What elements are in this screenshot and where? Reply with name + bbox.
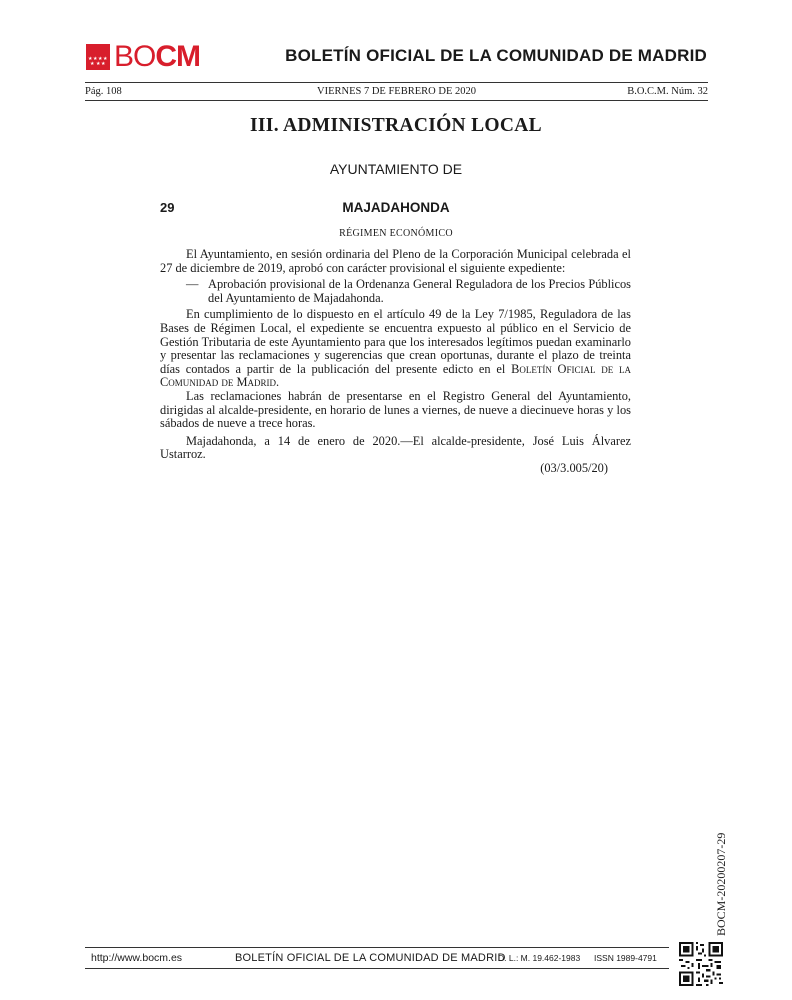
- qr-code-icon: [679, 942, 723, 986]
- paragraph-intro: El Ayuntamiento, en sesión ordinaria del Pleno de la Corporación Municipal celebrada el 27 de diciembre de 2019, aprobó con carácter provisional el siguiente expediente:: [160, 247, 631, 275]
- paragraph-claims: Las reclamaciones habrán de presentarse en el Registro General del Ayuntamiento, dirigidas al alcalde-presidente, en horario de lunes a viernes, de nueve a diecinueve horas y los sábados de nueve a trece horas.: [160, 388, 631, 431]
- signature-line: Majadahonda, a 14 de enero de 2020.—El alcalde-presidente, José Luis Álvarez Ustarroz.: [160, 433, 631, 462]
- logo-suffix: CM: [155, 40, 201, 73]
- side-code: BOCM-20200207-29: [714, 832, 728, 936]
- bocm-logo: [86, 42, 200, 72]
- page-number: Pág. 108: [85, 86, 122, 97]
- logo-wordmark: [114, 42, 200, 72]
- subheading: RÉGIMEN ECONÓMICO: [339, 228, 453, 239]
- journal-title: BOLETÍN OFICIAL DE LA COMUNIDAD DE MADRID: [285, 46, 707, 65]
- madrid-flag-icon: ★ ★ ★ ★ ★ ★ ★: [86, 44, 110, 70]
- issn: ISSN 1989-4791: [594, 953, 657, 963]
- ayuntamiento-heading: AYUNTAMIENTO DE: [329, 161, 463, 177]
- municipality-name: MAJADAHONDA: [342, 200, 450, 215]
- issue-date: VIERNES 7 DE FEBRERO DE 2020: [317, 86, 476, 97]
- header-rule: [85, 82, 708, 83]
- list-item: [160, 278, 631, 305]
- footer-title: BOLETÍN OFICIAL DE LA COMUNIDAD DE MADRID: [235, 952, 506, 964]
- footer: [85, 947, 669, 969]
- section-title: III. ADMINISTRACIÓN LOCAL: [250, 115, 542, 136]
- meta-line: [85, 86, 708, 100]
- boletin-reference: Boletín Oficial de la Comunidad de Madrid: [160, 361, 631, 390]
- logo-prefix: BO: [114, 40, 156, 73]
- footer-url-link[interactable]: http://www.bocm.es: [91, 952, 183, 964]
- reference-code: (03/3.005/20): [540, 460, 608, 475]
- list-item-text: Aprobación provisional de la Ordenanza General Reguladora de los Precios Públicos del Ayuntamiento de Majadahonda.: [208, 277, 631, 305]
- meta-rule: [85, 100, 708, 101]
- entry-number: 29: [160, 200, 175, 215]
- legal-deposit: D. L.: M. 19.462-1983: [498, 953, 581, 963]
- dash-mark: —: [186, 277, 199, 292]
- paragraph-exposure-text: En cumplimiento de lo dispuesto en el artículo 49 de la Ley 7/1985, Reguladora de las Bases de Régimen Local, el expediente se encuentra expuesto al público en el Servicio de Gestión Tributaria de este Ayuntamiento para que los interesados legítimos puedan examinarlo y presentar las reclamaciones y sugerencias que crean oportunas, durante el plazo de treinta días contados a partir de la publicación del presente edicto en el: [160, 307, 631, 376]
- paragraph-exposure: [160, 308, 631, 390]
- document-body: [160, 248, 631, 476]
- paragraph-exposure-end: .: [275, 375, 280, 390]
- issue-number: B.O.C.M. Núm. 32: [627, 86, 708, 97]
